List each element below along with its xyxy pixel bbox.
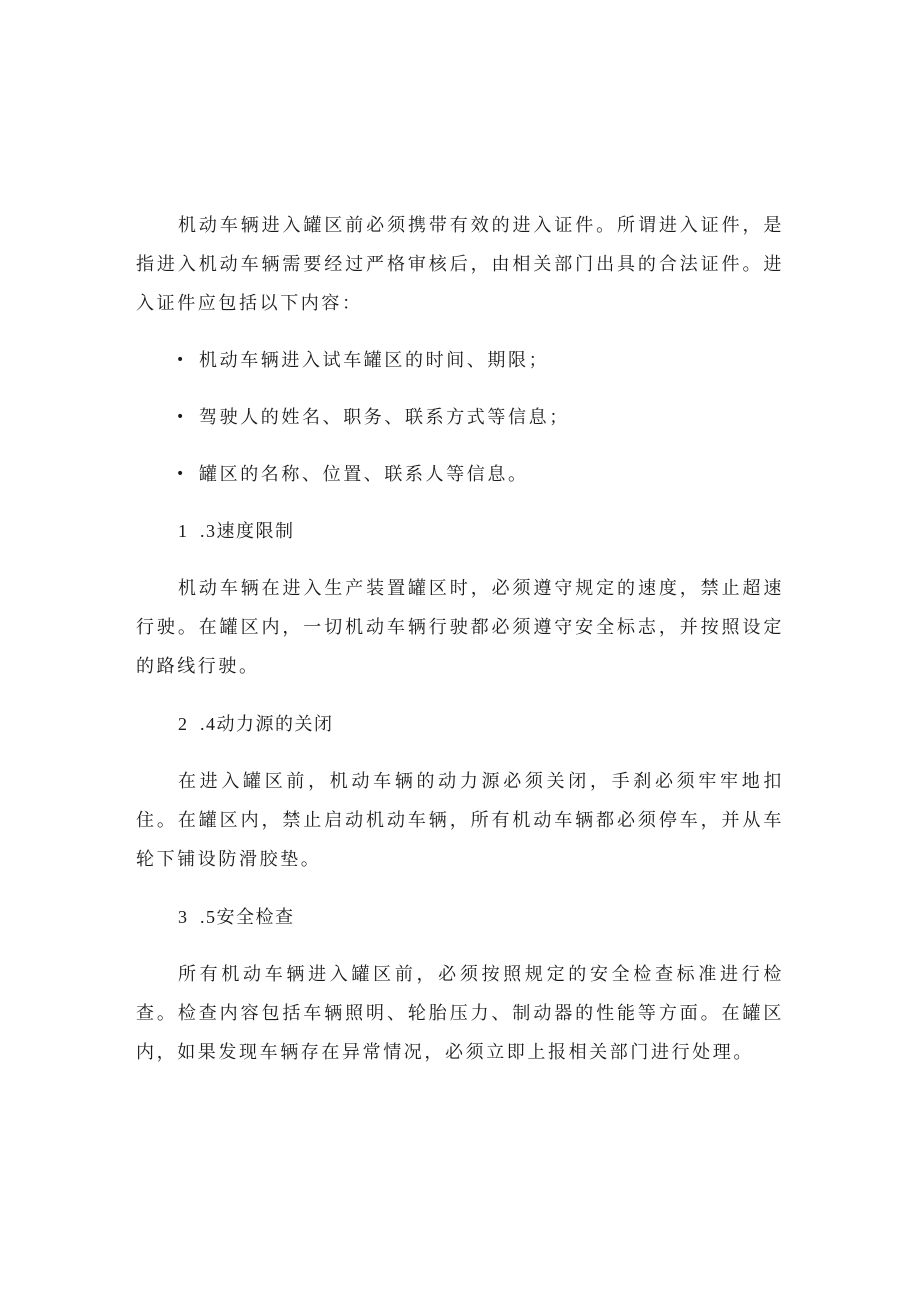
bullet-item <box>136 398 784 437</box>
bullet-item <box>136 341 784 380</box>
section-number: 3 <box>178 907 189 927</box>
section-subnumber: .5 <box>200 907 217 927</box>
bullet-dot-icon: • <box>176 409 187 425</box>
spacer <box>136 744 784 762</box>
spacer <box>136 551 784 569</box>
bullet-item <box>136 455 784 494</box>
bullet-dot-icon: • <box>176 352 187 368</box>
section-title: 动力源的关闭 <box>216 714 334 735</box>
intro-paragraph: 机动车辆进入罐区前必须携带有效的进入证件。所谓进入证件，是指进入机动车辆需要经过严格审核后，由相关部门出具的合法证件。进入证件应包括以下内容： <box>136 215 784 314</box>
section-subnumber: .3 <box>200 521 217 541</box>
spacer <box>136 380 784 398</box>
spacer <box>136 323 784 341</box>
section-title: 安全检查 <box>216 907 295 928</box>
section-heading <box>136 512 784 551</box>
bullet-text: 机动车辆进入试车罐区的时间、期限； <box>199 350 550 371</box>
bullet-dot-icon: • <box>176 466 187 482</box>
section-title: 速度限制 <box>216 521 295 542</box>
section-number: 1 <box>178 521 189 541</box>
section-body: 在进入罐区前，机动车辆的动力源必须关闭，手刹必须牢牢地扣住。在罐区内，禁止启动机动车辆，所有机动车辆都必须停车，并从车轮下铺设防滑胶垫。 <box>136 771 784 870</box>
section-number: 2 <box>178 714 189 734</box>
bullet-text: 罐区的名称、位置、联系人等信息。 <box>199 464 529 485</box>
spacer <box>136 686 784 705</box>
spacer <box>136 437 784 455</box>
spacer <box>136 879 784 898</box>
spacer <box>136 494 784 512</box>
section-subnumber: .4 <box>200 714 217 734</box>
section-heading <box>136 705 784 744</box>
section-body: 所有机动车辆进入罐区前，必须按照规定的安全检查标准进行检查。检查内容包括车辆照明、轮胎压力、制动器的性能等方面。在罐区内，如果发现车辆存在异常情况，必须立即上报相关部门进行处理。 <box>136 964 784 1063</box>
spacer <box>136 937 784 955</box>
section-body: 机动车辆在进入生产装置罐区时，必须遵守规定的速度，禁止超速行驶。在罐区内，一切机动车辆行驶都必须遵守安全标志，并按照设定的路线行驶。 <box>136 578 784 677</box>
section-heading <box>136 898 784 937</box>
document-body <box>136 206 784 1072</box>
bullet-text: 驾驶人的姓名、职务、联系方式等信息； <box>199 407 570 428</box>
